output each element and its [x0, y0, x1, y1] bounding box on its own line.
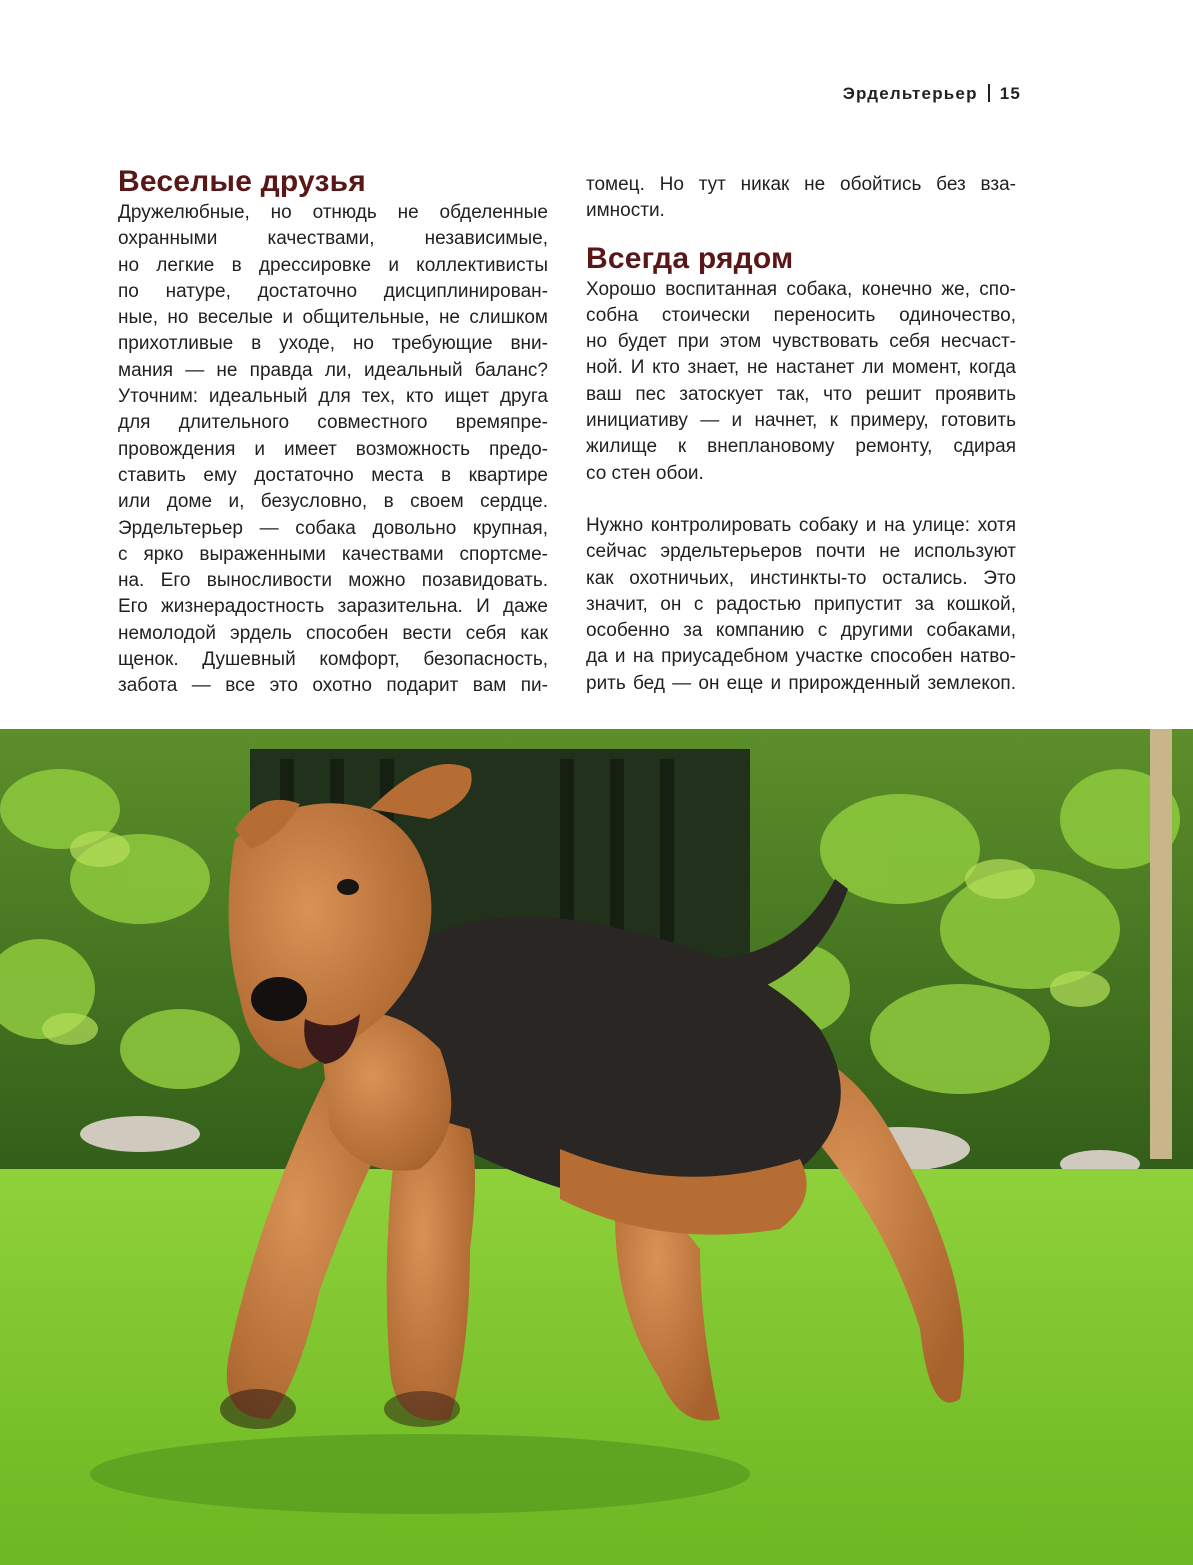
left-paragraph [118, 200, 548, 700]
page-number: 15 [999, 84, 1021, 103]
running-header [843, 84, 1021, 104]
left-column [118, 164, 548, 700]
text-line: томец. Но тут никак не обойтись без вза- [586, 174, 1016, 195]
tree-trunk [1150, 729, 1172, 1159]
dog-nose [251, 977, 307, 1021]
text-line: по натуре, достаточно дисциплинирован- [118, 280, 548, 302]
text-line: имности. [586, 200, 665, 222]
text-line: ные, но веселые и общительные, не слишком [118, 307, 548, 329]
text-line: Его жизнерадостность заразительна. И даже [118, 596, 548, 618]
text-line: Уточним: идеальный для тех, кто ищет друга [118, 386, 548, 408]
text-line: инициативу — и начнет, к примеру, готовить [586, 410, 1016, 432]
text-line: для длительного совместного времяпре- [118, 412, 548, 434]
text-line: охранными качествами, независимые, [118, 228, 548, 250]
continuation-paragraph [586, 172, 1016, 225]
text-line: щенок. Душевный комфорт, безопасность, [118, 649, 548, 671]
text-line: ставить ему достаточно места в квартире [118, 464, 548, 486]
text-line: Эрдельтерьер — собака довольно крупная, [118, 517, 548, 539]
text-line: Нужно контролировать собаку и на улице: хотя [586, 514, 1016, 536]
text-line: рить бед — он еще и прирожденный землекоп. [586, 672, 1016, 694]
text-line: с ярко выраженными качествами спортсме- [118, 543, 548, 565]
section-heading-friends: Веселые друзья [118, 165, 366, 198]
text-line: забота — все это охотно подарит вам пи- [118, 675, 548, 697]
text-line: особенно за компанию с другими собаками, [586, 620, 1016, 642]
text-line: провождения и имеет возможность предо- [118, 438, 548, 460]
header-separator [988, 84, 990, 102]
text-line: значит, он с радостью припустит за кошкой, [586, 593, 1016, 615]
airedale-terrier-photo [0, 729, 1193, 1565]
text-line: Хорошо воспитанная собака, конечно же, спо- [586, 278, 1016, 300]
text-line: как охотничьих, инстинкты-то остались. Это [586, 567, 1016, 589]
text-line: на. Его выносливости можно позавидовать. [118, 570, 548, 592]
right-paragraph-1 [586, 277, 1016, 487]
dog-shadow [90, 1434, 750, 1514]
text-line: со стен обои. [586, 462, 704, 484]
text-line: сейчас эрдельтерьеров почти не используют [586, 541, 1016, 563]
text-line: Дружелюбные, но отнюдь не обделенные [118, 202, 548, 223]
book-title: Эрдельтерьер [842, 84, 978, 103]
text-line: ваш пес затоскует так, что решит проявить [586, 383, 1016, 405]
text-line: или доме и, безусловно, в своем сердце. [118, 491, 548, 513]
text-line: собна стоически переносить одиночество, [586, 304, 1016, 326]
right-column [586, 172, 1016, 697]
text-line: жилище к внеплановому ремонту, сдирая [586, 436, 1016, 458]
text-line: но будет при этом чувствовать себя несчаст- [586, 331, 1016, 353]
text-line: но легкие в дрессировке и коллективисты [118, 254, 548, 276]
text-line: ной. И кто знает, не настанет ли момент, когда [586, 357, 1016, 379]
text-line: прихотливые в уходе, но требующие вни- [118, 333, 548, 355]
text-line: да и на приусадебном участке способен натво- [586, 646, 1016, 668]
right-paragraph-2 [586, 513, 1016, 697]
section-heading-always-near: Всегда рядом [586, 241, 794, 275]
text-line: мания — не правда ли, идеальный баланс? [118, 359, 548, 381]
text-line: немолодой эрдель способен вести себя как [118, 622, 548, 644]
